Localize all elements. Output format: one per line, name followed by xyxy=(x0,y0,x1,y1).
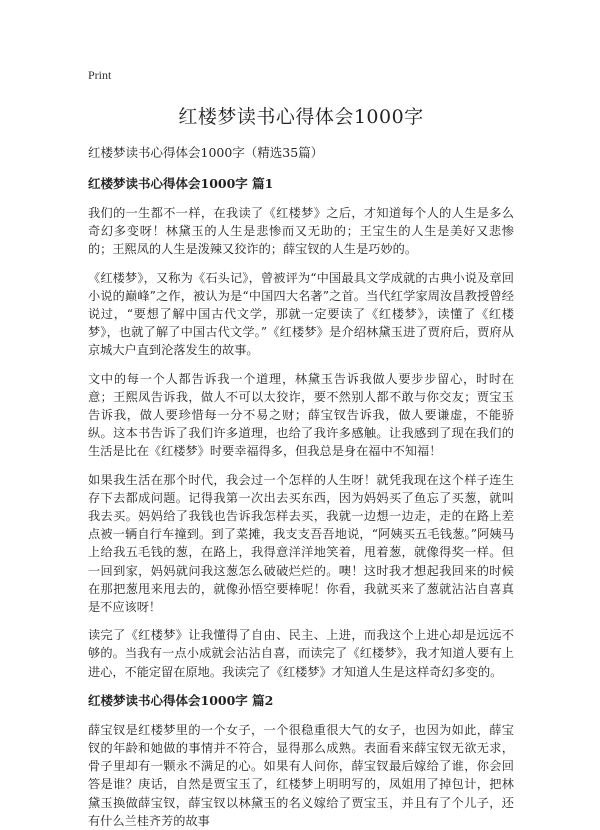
document-subtitle: 红楼梦读书心得体会1000字（精选35篇） xyxy=(88,145,324,160)
paragraph: 《红楼梦》，又称为《石头记》，曾被评为“中国最具文学成就的古典小说及章回小说的巅峰”之作，被认为是“中国四大名著”之首。当代红学家周汝昌教授曾经说过，“要想了解中国古代文学，那就一定要读了《红楼梦》，读懂了《红楼梦》，也就了解了中国古代文学。”《红楼梦》是介绍林黛玉进了贾府后，贾府从京城大户直到沦落发生的故事。 xyxy=(88,270,514,358)
paragraph: 薛宝钗是红楼梦里的一个女子，一个很稳重很大气的女子，也因为如此，薛宝钗的年龄和她做的事情并不符合，显得那么成熟。表面看来薛宝钗无欲无求，骨子里却有一颗永不满足的心。如果有人问你，薛宝钗最后嫁给了谁，你会回答是谁？庚话，自然是贾宝玉了，红楼梦上明明写的，凤姐用了掉包计，把林黛玉换做薛宝钗，薛宝钗以林黛玉的名义嫁给了贾宝玉，并且有了个儿子，还有什么兰桂齐芳的故事 xyxy=(88,722,514,828)
document-title: 红楼梦读书心得体会1000字 xyxy=(178,106,424,128)
section-heading: 红楼梦读书心得体会1000字 篇1 xyxy=(88,176,274,191)
section-1 xyxy=(88,174,514,681)
paragraph: 读完了《红楼梦》让我懂得了自由、民主、上进，而我这个上进心却是远远不够的。当我有一点小成就会沾沾自喜，而读完了《红楼梦》，我才知道人要有上进心，不能定留在原地。我读完了《红楼梦》才知道人生是这样奇幻多变的。 xyxy=(88,628,514,679)
print-label[interactable]: Print xyxy=(88,68,112,82)
paragraph: 文中的每一个人都告诉我一个道理，林黛玉告诉我做人要步步留心，时时在意；王熙凤告诉我，做人不可以太狡诈，要不然别人都不敢与你交友；贾宝玉告诉我，做人要珍惜每一分不易之财；薛宝钗告诉我，做人要谦虚，不能骄纵。这本书告诉了我们许多道理，也给了我许多感触。让我感到了现在我们的生活是比在《红楼梦》时要幸福得多，但我总是身在福中不知福！ xyxy=(88,371,514,459)
section-2 xyxy=(88,691,514,830)
paragraph: 我们的一生都不一样，在我读了《红楼梦》之后，才知道每个人的人生是多么奇幻多变呀！林黛玉的人生是悲惨而又无助的；王宝生的人生是美好又悲惨的；王熙凤的人生是泼辣又狡诈的；薛宝钗的人生是巧妙的。 xyxy=(88,206,514,257)
section-heading: 红楼梦读书心得体会1000字 篇2 xyxy=(88,692,274,708)
paragraph: 如果我生活在那个时代，我会过一个怎样的人生呀！就凭我现在这个样子连生存下去都成问题。记得我第一次出去买东西，因为妈妈买了鱼忘了买葱，就叫我去买。妈妈给了我钱也告诉我怎样去买，我就一边想一边走，走的在路上差点被一辆自行车撞到。到了菜摊，我支支吾吾地说，“阿姨买五毛钱葱。”阿姨马上给我五毛钱的葱，在路上，我得意洋洋地笑着，甩着葱，就像得奖一样。但一回到家，妈妈就问我这葱怎么破破烂烂的。噢！这时我才想起我回来的时候在那把葱甩来甩去的，就像孙悟空要棒呢！你看，我就买来了葱就沾沾自喜真是不应该呀！ xyxy=(88,472,514,615)
